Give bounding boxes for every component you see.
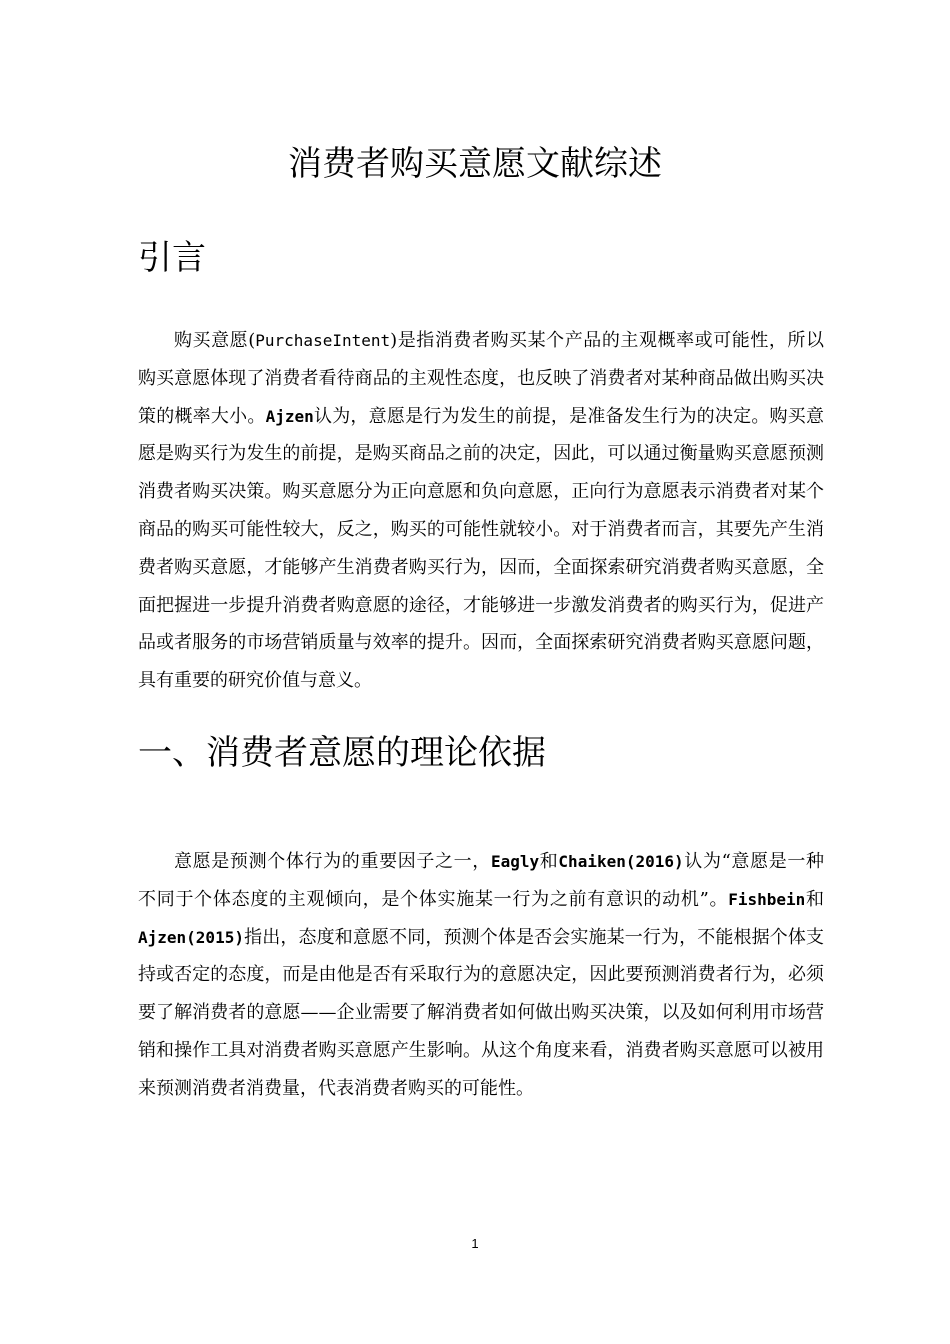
intro-paragraph: [138, 322, 824, 700]
intro-heading: 引言: [138, 238, 206, 278]
section-1-text-4: 和: [805, 888, 825, 910]
section-1-text-3: 认为“意愿是一种不同于个体态度的主观倾向，是个体实施某一行为之前有意识的动机”。: [138, 851, 825, 910]
intro-author-ajzen: Ajzen: [265, 406, 314, 426]
section-1-paragraph: [138, 843, 824, 1108]
section-1-text-5: 指出，态度和意愿不同，预测个体是否会实施某一行为，不能根据个体支持或否定的态度，而是由他是否有采取行为的意愿决定，因此要预测消费者行为，必须要了解消费者的意愿——企业需要了解消费者如何做出购买决策，以及如何利用市场营销和操作工具对消费者购买意愿产生影响。从这个角度来看，消费者购买意愿可以被用来预测消费者消费量，代表消费者购买的可能性。: [138, 926, 824, 1099]
intro-text-3: 认为，意愿是行为发生的前提，是准备发生行为的决定。购买意愿是购买行为发生的前提，是购买商品之前的决定，因此，可以通过衡量购买意愿预测消费者购买决策。购买意愿分为正向意愿和负向意愿，正向行为意愿表示消费者对某个商品的购买可能性较大，反之，购买的可能性就较小。对于消费者而言，其要先产生消费者购买意愿，才能够产生消费者购买行为，因而，全面探索研究消费者购买意愿，全面把握进一步提升消费者购意愿的途径，才能够进一步激发消费者的购买行为，促进产品或者服务的市场营销质量与效率的提升。因而，全面探索研究消费者购买意愿问题，具有重要的研究价值与意义。: [138, 405, 825, 692]
document-title: 消费者购买意愿文献综述: [288, 144, 662, 184]
section-1-text-1: 意愿是预测个体行为的重要因子之一，: [174, 851, 491, 872]
page-number: 1: [471, 1236, 479, 1251]
intro-term-purchase-intent: PurchaseIntent: [255, 331, 391, 350]
section-1-author-ajzen: Ajzen(2015): [138, 927, 244, 947]
section-1-text-2: 和: [539, 851, 559, 872]
section-1-author-eagly: Eagly: [490, 852, 540, 871]
intro-text-2: )是指消费者购买某个产品的主观概率或可能性，所以购买意愿体现了消费者看待商品的主观性态度，也反映了消费者对某种商品做出购买决策的概率大小。: [138, 330, 824, 427]
section-1-heading: 一、消费者意愿的理论依据: [138, 733, 546, 773]
intro-text-1: 购买意愿(: [174, 330, 256, 351]
section-1-author-fishbein: Fishbein: [728, 889, 806, 909]
section-1-author-chaiken: Chaiken(2016): [558, 852, 684, 871]
